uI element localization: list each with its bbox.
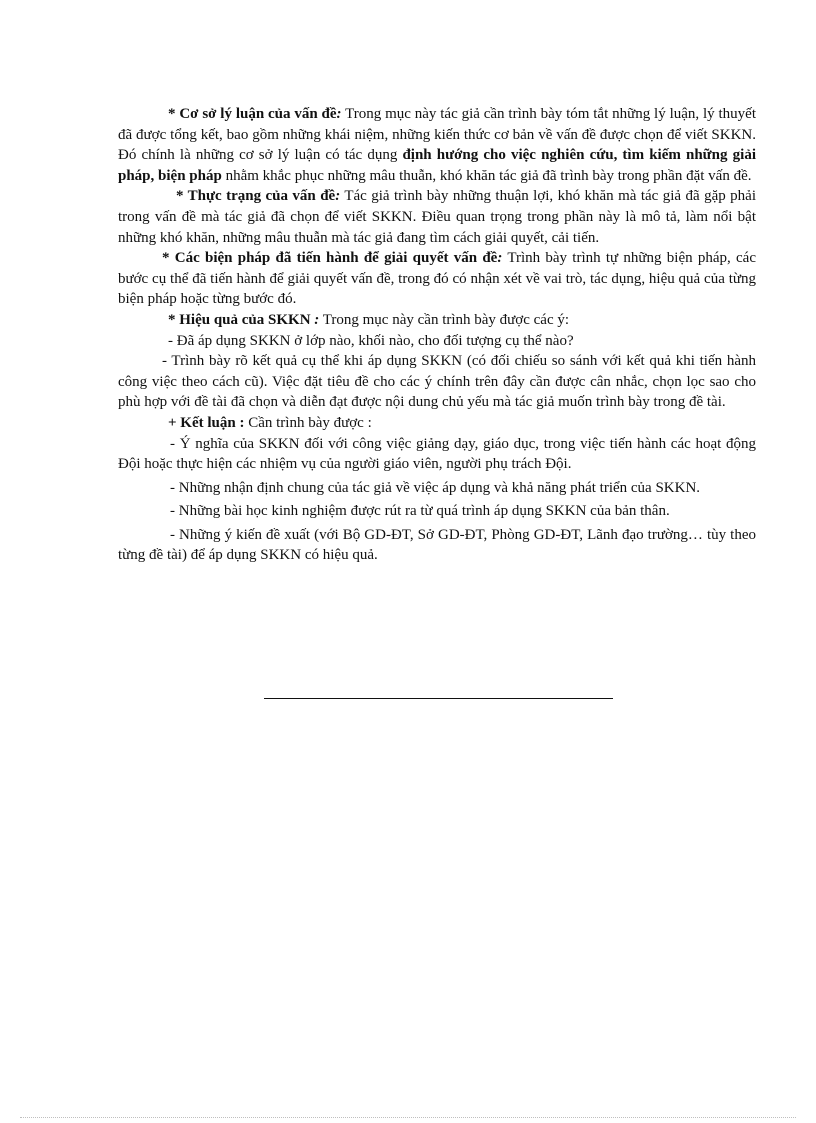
heading-situation: * Thực trạng của vấn đề — [176, 188, 336, 205]
heading-colon: : — [335, 188, 341, 205]
bullet-significance: - Ý nghĩa của SKKN đối với công việc giảng dạy, giáo dục, trong việc tiến hành các hoạt động Đội hoặc thực hiện các nhiệm vụ của người giáo viên, người phụ trách Đội. — [118, 435, 756, 473]
body-text: Trong mục này cần trình bày được các ý: — [319, 311, 570, 328]
bullet-applied: - Đã áp dụng SKKN ở lớp nào, khối nào, cho đối tượng cụ thể nào? — [168, 332, 574, 349]
heading-colon: : — [336, 106, 342, 122]
heading-conclusion: + Kết luận : — [168, 414, 245, 431]
heading-colon: : — [310, 311, 320, 328]
body-text: Trong mục này tác giả cần trình bày tóm tắt những lý luận, lý thuyết đã được tổng kết, bao gồm những khái niệm, những kiến thức cơ bản về vấn đề được chọn để viết SKKN. Đó chính là những cơ sở lý luận có tác dụng — [118, 106, 756, 164]
paragraph-measures — [118, 248, 756, 310]
paragraph-theory — [118, 104, 756, 186]
paragraph-situation — [118, 186, 756, 248]
emphasis-text: định hướng cho việc nghiên cứu, tìm kiếm những giải pháp, biện pháp — [118, 147, 756, 184]
bullet-results: - Trình bày rõ kết quả cụ thể khi áp dụng SKKN (có đối chiếu so sánh với kết quả khi tiến hành công việc theo cách cũ). Việc đặt tiêu đề cho các ý chính trên đây cần được cân nhắc, chọn lọc sao cho phù hợp với đề tài đã chọn và diễn đạt được nội dung chủ yếu mà tác giả muốn trình bày trong đề tài. — [118, 353, 756, 411]
heading-colon: : — [497, 250, 503, 267]
body-text: Tác giả trình bày những thuận lợi, khó khăn mà tác giả đã gặp phải trong vấn đề mà tác giả đã chọn để viết SKKN. Điều quan trọng trong phần này là mô tả, làm nổi bật những khó khăn, những mâu thuẫn mà tác giả đang tìm cách giải quyết, cải tiến. — [118, 188, 756, 246]
heading-theory: * Cơ sở lý luận của vấn đề — [168, 106, 337, 122]
bullet-proposals: - Những ý kiến đề xuất (với Bộ GD-ĐT, Sở GD-ĐT, Phòng GD-ĐT, Lãnh đạo trường… tùy theo từng đề tài) để áp dụng SKKN có hiệu quả. — [118, 526, 756, 564]
bullet-lessons: - Những bài học kinh nghiệm được rút ra từ quá trình áp dụng SKKN của bản thân. — [170, 503, 670, 520]
document-page — [118, 104, 756, 566]
heading-measures: * Các biện pháp đã tiến hành để giải quyết vấn đề — [162, 250, 498, 267]
end-rule — [264, 698, 613, 699]
paragraph-conclusion — [118, 413, 756, 434]
heading-effectiveness: * Hiệu quả của SKKN — [168, 311, 311, 328]
page-bottom-border — [20, 1117, 796, 1118]
bullet-assessment: - Những nhận định chung của tác giả về việc áp dụng và khả năng phát triển của SKKN. — [170, 479, 701, 496]
body-text: Cần trình bày được : — [244, 414, 372, 431]
body-text: Trình bày trình tự những biện pháp, các bước cụ thể đã tiến hành để giải quyết vấn đề, trong đó có nhận xét về vai trò, tác dụng, hiệu quả của từng biện pháp hoặc từng bước đó. — [118, 250, 756, 308]
body-text: nhằm khắc phục những mâu thuẫn, khó khăn tác giả đã trình bày trong phần đặt vấn đề. — [221, 167, 752, 184]
paragraph-effectiveness — [118, 310, 756, 331]
